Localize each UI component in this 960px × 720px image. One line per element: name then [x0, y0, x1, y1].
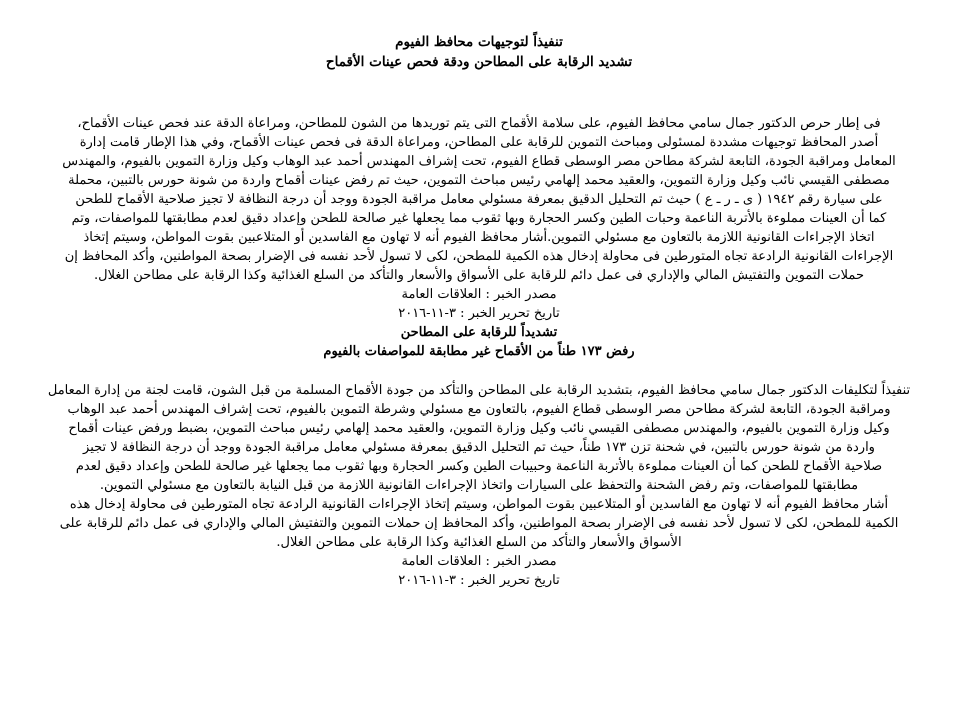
article-1-line: على سيارة رقم ١٩٤٢ ( ى ـ ر ـ ع ) حيث تم التحليل الدقيق بمعرفة مسئولي معامل مراقبة الجودة ووجد أن درجة النظافة لا تجيز صلاحية الأقماح للطحن: [75, 192, 883, 207]
article-2-line: الأسواق والأسعار والتأكد من السلع الغذائية وكذا الرقابة على مطاحن الغلال.: [276, 535, 682, 550]
article-1-subtitle: تشديد الرقابة على المطاحن ودقة فحص عينات الأقماح: [325, 54, 633, 70]
spacer: [20, 361, 938, 381]
article-1-line: اتخاذ الإجراءات القانونية اللازمة بالتعاون مع مسئولي التموين.أشار محافظ الفيوم أنه لا تهاون مع الفاسدين أو المتلاعبين بقوت المواطن، وسيتم إتخاذ: [83, 230, 875, 245]
article-2-date: تاريخ تحرير الخبر : ٣-١١-٢٠١٦: [398, 573, 560, 588]
article-2-title: تشديداً للرقابة على المطاحن: [400, 325, 558, 340]
article-2-line: واردة من شونة حورس بالتبين، في شحنة تزن ١٧٣ طناً، حيث تم التحليل الدقيق بمعرفة مسئولي معامل مراقبة الجودة ووجد أن درجة النظافة لا تجيز: [83, 440, 875, 455]
article-1-line: كما أن العينات مملوءة بالأتربة الناعمة وحبات الطين وكسر الحجارة وبها ثقوب مما يجعلها غير صالحة للطحن وإعداد دقيق لعدم مطابقتها للمواصفات، وتم: [71, 211, 887, 226]
article-1-source: مصدر الخبر : العلاقات العامة: [401, 287, 557, 302]
article-2-subtitle: رفض ١٧٣ طناً من الأقماح غير مطابقة للمواصفات بالفيوم: [323, 344, 635, 359]
article-2-line: وكيل وزارة التموين بالفيوم، والمهندس مصطفى القيسي نائب وكيل وزارة التموين، والعقيد محمد إلهامي رئيس مباحث التموين، بضبط ورفض عينات أقماح: [68, 421, 890, 436]
article-1-line: مصطفى القيسي نائب وكيل وزارة التموين، والعقيد محمد إلهامي رئيس مباحث التموين، حيث تم رفض عينات أقماح واردة من شونة حورس بالتبين، محملة: [68, 173, 890, 188]
article-2-source: مصدر الخبر : العلاقات العامة: [401, 554, 557, 569]
article-1-title: تنفيذاً لتوجيهات محافظ الفيوم: [395, 34, 563, 50]
article-2-body: [20, 381, 938, 552]
article-1-line: أصدر المحافظ توجيهات مشددة لمسئولى ومباحث التموين للرقابة على المطاحن، ومراعاة الدقة فى فحص عينات الأقماح، وفي هذا الإطار قامت إدارة: [79, 135, 879, 150]
article-2-line: الكمية للمطحن، لكى لا تسول لأحد نفسه فى الإضرار بصحة المواطنين، وأكد المحافظ إن حملات التموين والتفتيش المالي والإداري فى عمل دائم للرقابة على: [59, 516, 899, 531]
article-1-line: المعامل ومراقبة الجودة، التابعة لشركة مطاحن مصر الوسطى قطاع الفيوم، تحت إشراف المهندس أحمد عبد الوهاب وكيل وزارة التموين بالفيوم، والمهندس: [62, 154, 896, 169]
article-2-line: ومراقبة الجودة، التابعة لشركة مطاحن مصر الوسطى قطاع الفيوم، بالتعاون مع مسئولي وشرطة التموين بالفيوم، تحت إشراف المهندس أحمد عبد الوهاب: [67, 402, 891, 417]
article-1-line: فى إطار حرص الدكتور جمال سامي محافظ الفيوم، على سلامة الأقماح التى يتم توريدها من الشون للمطاحن، ومراعاة الدقة عند فحص عينات الأقماح،: [77, 116, 881, 131]
article-2-line: أشار محافظ الفيوم أنه لا تهاون مع الفاسدين أو المتلاعبين بقوت المواطن، وسيتم إتخاذ الإجراءات القانونية الرادعة تجاه المتورطين فى محاولة إدخال هذه: [69, 497, 889, 512]
article-2-line: تنفيذاً لتكليفات الدكتور جمال سامي محافظ الفيوم، بتشديد الرقابة على المطاحن والتأكد من جودة الأقماح المسلمة من قبل الشون، قامت لجنة من إدارة المعامل: [47, 383, 911, 398]
article-1-body: [20, 114, 938, 285]
article-2-line: صلاحية الأقماح للطحن كما أن العينات مملوءة بالأتربة الناعمة وحبيبات الطين وكسر الحجارة وبها ثقوب مما يجعلها غير صالحة للطحن وإعداد دقيق لعدم: [75, 459, 883, 474]
article-2-line: مطابقتها للمواصفات، وتم رفض الشحنة والتحفظ على السيارات واتخاذ الإجراءات القانونية اللازمة من قبل النيابة بالتعاون مع مسئولي التموين.: [99, 478, 859, 493]
article-1-line: الإجراءات القانونية الرادعة تجاه المتورطين فى محاولة إدخال هذه الكمية للمطحن، لكى لا تسول لأحد نفسه فى الإضرار بصحة المواطنين، وأكد المحافظ إن: [64, 249, 894, 264]
spacer: [20, 72, 938, 114]
article-1-date: تاريخ تحرير الخبر : ٣-١١-٢٠١٦: [398, 306, 560, 321]
article-1-line: حملات التموين والتفتيش المالي والإداري فى عمل دائم للرقابة على الأسواق والأسعار والتأكد من السلع الغذائية وكذا الرقابة على مطاحن الغلال.: [94, 268, 864, 283]
